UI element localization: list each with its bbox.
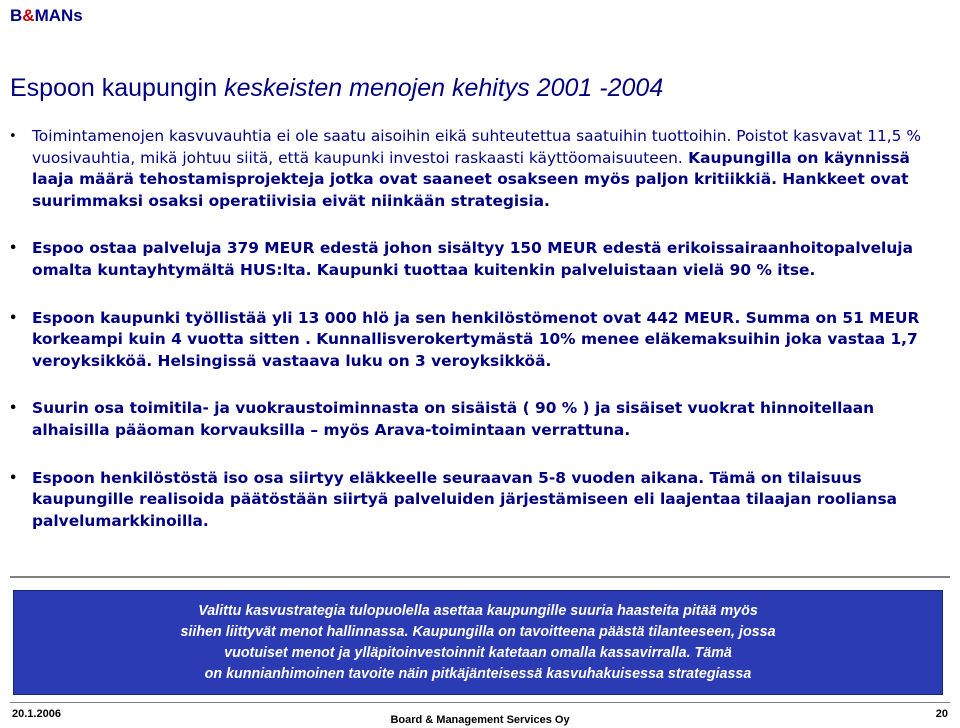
callout-line: on kunnianhimoinen tavoite näin pitkäjänteisessä kasvuhakuisessa strategiassa (204, 665, 752, 682)
bullet-text: Suurin osa toimitila- ja vuokraustoiminnasta on sisäistä ( 90 % ) ja sisäiset vuokrat hinnoitellaan alhaisilla pääoman korvauksilla – myös Arava-toimintaan verrattuna. (32, 399, 875, 439)
footer-date: 20.1.2006 (12, 708, 61, 720)
bullet-list (0, 126, 940, 532)
bullet-dot-icon: • (9, 310, 18, 326)
callout-line: siihen liittyvät menot hallinnassa. Kaupungilla on tavoitteena päästä tilanteeseen, jossa (180, 623, 776, 640)
slide-title (10, 74, 663, 103)
bullet-text: Espoo ostaa palveluja 379 MEUR edestä johon sisältyy 150 MEUR edestä erikoissairaanhoitopalveluja omalta kuntayhtymältä HUS:lta. Kaupunki tuottaa kuitenkin palveluistaan vielä 90 % itse. (32, 239, 913, 279)
bullet-dot-icon: • (9, 241, 18, 257)
footer-company: Board & Management Services Oy (390, 714, 570, 726)
callout-line: Valittu kasvustrategia tulopuolella asettaa kaupungille suuria haasteita pitää myös (198, 602, 758, 619)
title-accent: keskeisten menojen kehitys 2001 -2004 (224, 74, 664, 102)
logo-suffix: MANs (34, 6, 83, 25)
bullet-item (0, 398, 940, 441)
bullet-dot-icon: • (9, 401, 18, 417)
callout-line: vuotuiset menot ja ylläpitoinvestoinnit katetaan omalla kassavirralla. Tämä (224, 644, 732, 661)
footer-rule (10, 702, 950, 703)
title-prefix: Espoon kaupungin (10, 74, 225, 102)
company-logo (10, 6, 83, 26)
callout-box (13, 590, 943, 695)
bullet-dot-icon: • (9, 129, 17, 144)
bullet-dot-icon: • (9, 470, 18, 486)
logo-prefix: B (10, 6, 23, 25)
bullet-text-normal: Toimintamenojen kasvuvauhtia ei ole saatu aisoihin eikä suhteutettua saatuihin tuottoihin. Poistot kasvavat 11,5 % vuosivauhtia, mikä johtuu siitä, että kaupunki investoi raskaasti käyttöomaisuuteen. (32, 127, 921, 167)
bullet-item (0, 126, 940, 212)
bullet-text-bold: Kaupungilla on käynnissä laaja määrä tehostamisprojekteja jotka ovat saaneet osakseen myös paljon kritiikkiä. Hankkeet ovat suurimmaksi osaksi operatiivisia eivät niinkään strategisia. (32, 148, 910, 210)
bullet-item (0, 308, 940, 373)
page-number: 20 (935, 708, 948, 720)
logo-ampersand: & (22, 6, 35, 25)
bullet-item (0, 238, 940, 281)
section-divider (10, 576, 950, 578)
bullet-item (0, 468, 940, 533)
bullet-text: Espoon henkilöstöstä iso osa siirtyy eläkkeelle seuraavan 5-8 vuoden aikana. Tämä on tilaisuus kaupungille realisoida päätöstään siirtyä palveluiden järjestämiseen eli laajentaa tilaajan rooliansa palvelumarkkinoilla. (32, 468, 897, 530)
bullet-text: Espoon kaupunki työllistää yli 13 000 hlö ja sen henkilöstömenot ovat 442 MEUR. Summa on 51 MEUR korkeampi kuin 4 vuotta sitten . Kunnallisverokertymästä 10% menee eläkemaksuihin joka vastaa 1,7 veroyksikköä. Helsingissä vastaava luku on 3 veroyksikköä. (32, 308, 920, 370)
